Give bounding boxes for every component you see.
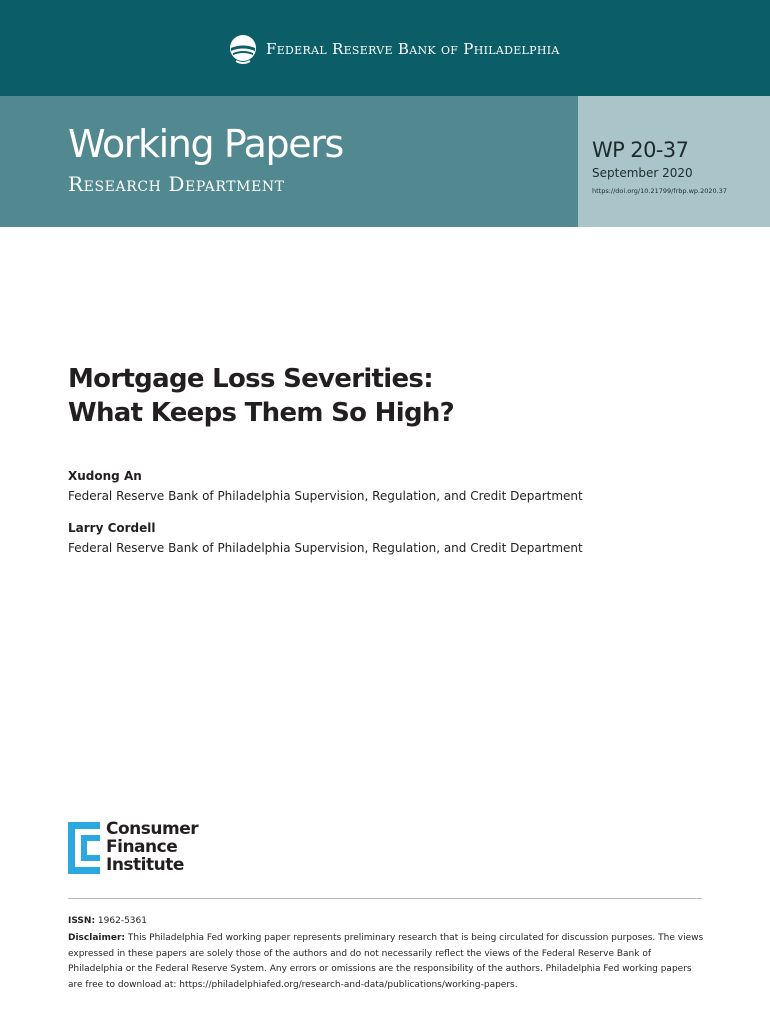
department-title: Research Department bbox=[68, 172, 285, 196]
author-name: Larry Cordell bbox=[68, 521, 156, 535]
author-name: Xudong An bbox=[68, 469, 142, 483]
paper-title-line-1: Mortgage Loss Severities: bbox=[68, 364, 433, 394]
disclaimer bbox=[68, 931, 708, 993]
cfi-logo-icon bbox=[68, 822, 100, 874]
issn-line bbox=[68, 916, 147, 926]
institution-name: Federal Reserve Bank of Philadelphia bbox=[266, 40, 560, 58]
cfi-line-3: Institute bbox=[106, 855, 184, 875]
paper-title bbox=[68, 362, 628, 430]
paper-id-band bbox=[578, 96, 770, 227]
series-title: Working Papers bbox=[68, 122, 343, 166]
paper-title-line-2: What Keeps Them So High? bbox=[68, 398, 455, 428]
cfi-line-2: Finance bbox=[106, 837, 178, 857]
fed-bell-logo-icon bbox=[228, 34, 258, 66]
author-affiliation: Federal Reserve Bank of Philadelphia Supervision, Regulation, and Credit Department bbox=[68, 541, 583, 555]
disclaimer-label: Disclaimer: bbox=[68, 933, 126, 943]
issn-label: ISSN: bbox=[68, 916, 96, 926]
cfi-logo-text bbox=[106, 820, 198, 874]
cfi-line-1: Consumer bbox=[106, 819, 199, 839]
disclaimer-text: This Philadelphia Fed working paper represents preliminary research that is being circulated for discussion purposes. The views expressed in these papers are solely those of the authors and do not necessarily reflect the views of the Federal Reserve Bank of Philadelphia or the Federal Reserve System. Any errors or omissions are the responsibility of the authors. Philadelphia Fed working papers are free to download at: https://philadelphiafed.org/research-and-data/publications/working-papers. bbox=[68, 933, 704, 990]
issn-value: 1962-5361 bbox=[97, 916, 147, 926]
doi-link[interactable]: https://doi.org/10.21799/frbp.wp.2020.37 bbox=[592, 187, 727, 195]
footer-divider bbox=[68, 898, 702, 899]
publication-date: September 2020 bbox=[592, 166, 693, 180]
working-paper-number: WP 20-37 bbox=[592, 138, 689, 162]
top-header-band bbox=[0, 0, 770, 96]
author-affiliation: Federal Reserve Bank of Philadelphia Supervision, Regulation, and Credit Department bbox=[68, 489, 583, 503]
series-title-band bbox=[0, 96, 578, 227]
